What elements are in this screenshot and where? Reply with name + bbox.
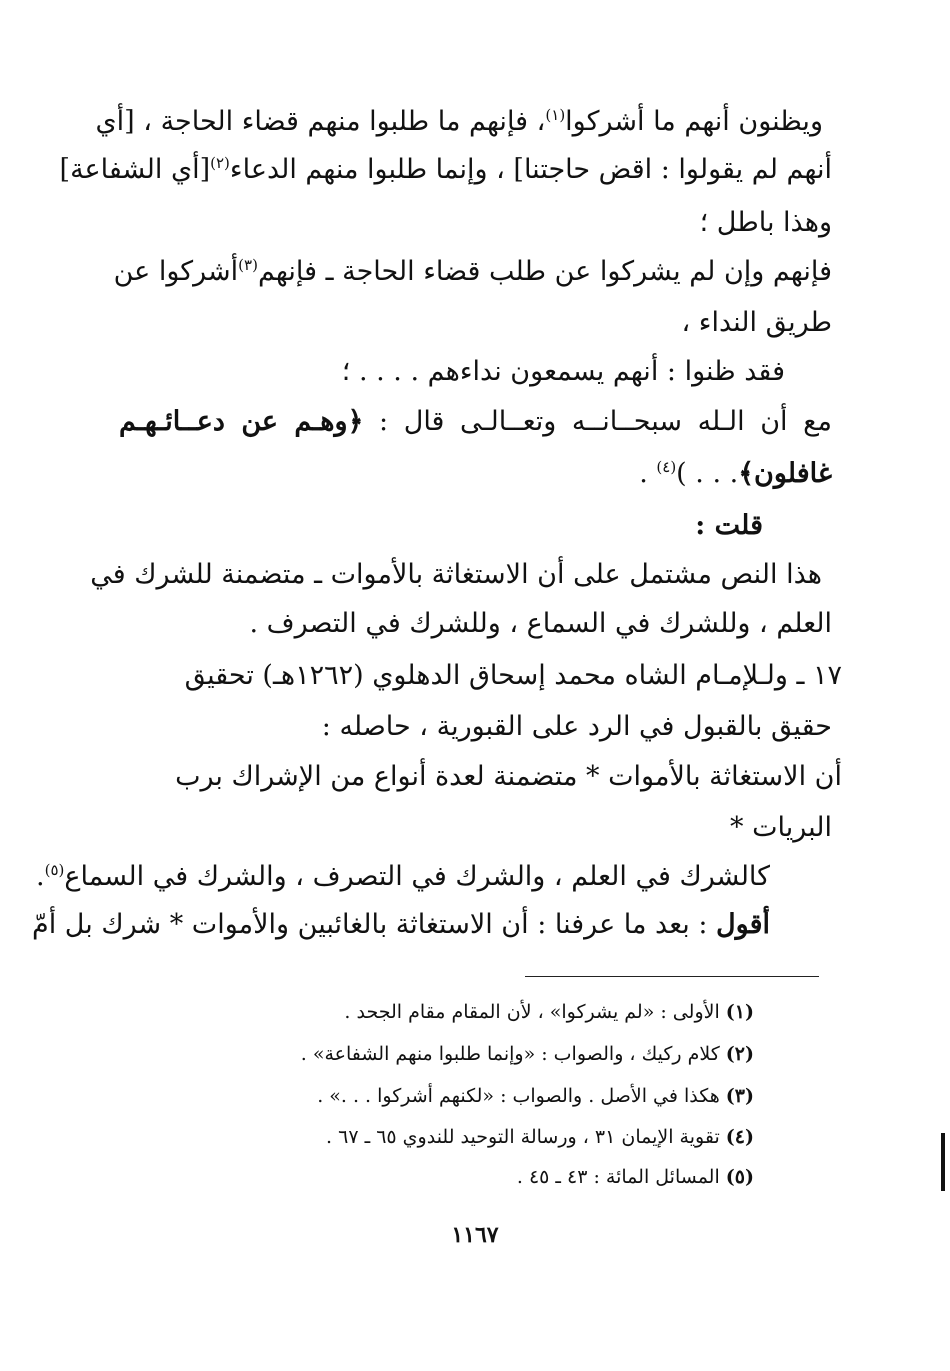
text-line-17-part-b: : بعد ما عرفنا : أن الاستغاثة بالغائبين والأموات * شرك بل أمّ — [32, 909, 717, 940]
section-heading-qultu: قلت : — [695, 510, 763, 541]
text-line-8-part-b: . . . ) — [676, 458, 739, 489]
footnote-1 — [154, 998, 754, 1026]
footnote-1-number: (١) — [725, 1001, 754, 1023]
text-line-13: حقيق بالقبول في الرد على القبورية ، حاصله : — [321, 711, 832, 742]
text-line-12: ١٧ ـ ولـلإمـام الشاه محمد إسحاق الدهلوي (١٢٦٢هـ) تحقيق — [184, 660, 842, 691]
footnote-4-text: تقوية الإيمان ٣١ ، ورسالة التوحيد للندوي ٦٥ ـ ٦٧ . — [326, 1126, 726, 1148]
footnote-2-text: كلام ركيك ، والصواب : «وإنما طلبوا منهم الشفاعة» . — [300, 1043, 726, 1065]
text-line-16-part-b: . — [35, 861, 45, 892]
footnote-3-number: (٣) — [725, 1085, 754, 1107]
text-line-17 — [32, 907, 770, 943]
text-line-1 — [95, 104, 823, 140]
text-line-4-part-a: فإنهم وإن لم يشركوا عن طلب قضاء الحاجة ـ فإنهم — [257, 256, 832, 287]
text-line-2 — [59, 152, 832, 188]
text-line-16 — [35, 859, 770, 895]
footnote-2-number: (٢) — [725, 1043, 754, 1065]
text-line-11: العلم ، وللشرك في السماع ، وللشرك في التصرف . — [249, 608, 832, 639]
text-line-8-part-c: . — [639, 458, 657, 489]
quran-verse-end: غافلون﴾ — [738, 458, 832, 489]
text-line-10: هذا النص مشتمل على أن الاستغاثة بالأموات ـ متضمنة للشرك في — [90, 559, 822, 590]
text-line-7 — [119, 404, 832, 440]
quran-verse: ﴿وهـم عن دعــائـهـم — [119, 406, 364, 437]
footnote-mark-3: (٣) — [238, 256, 258, 274]
footnote-4-number: (٤) — [725, 1126, 754, 1148]
text-line-2-part-a: أنهم لم يقولوا : اقض حاجتنا] ، وإنما طلبوا منهم الدعاء — [229, 154, 832, 185]
text-line-16-part-a: كالشرك في العلم ، والشرك في التصرف ، والشرك في السماع — [64, 861, 770, 892]
footnote-mark-1: (١) — [545, 106, 566, 124]
footnote-mark-5: (٥) — [44, 861, 65, 879]
footnote-5 — [154, 1163, 754, 1191]
footnote-3-text: هكذا في الأصل . والصواب : «لكنهم أشركوا . . .» . — [317, 1085, 726, 1107]
footnote-4 — [154, 1123, 754, 1151]
footnote-5-number: (٥) — [725, 1166, 754, 1188]
text-line-8 — [119, 456, 832, 492]
text-line-6: فقد ظنوا : أنهم يسمعون نداءهم . . . . ؛ — [341, 356, 785, 387]
text-line-7-part-a: مع أن الـله سبحــانــه وتعــالـى قال : — [363, 406, 832, 437]
text-line-15: البريات * — [729, 812, 832, 843]
margin-bar — [941, 1133, 945, 1191]
footnote-2 — [154, 1040, 754, 1068]
text-line-4 — [113, 254, 832, 290]
text-line-1-part-a: ويظنون أنهم ما أشركوا — [565, 106, 823, 137]
text-line-14: أن الاستغاثة بالأموات * متضمنة لعدة أنواع من الإشراك برب — [175, 761, 842, 792]
footnote-mark-4: (٤) — [656, 458, 677, 476]
footnote-5-text: المسائل المائة : ٤٣ ـ ٤٥ . — [516, 1166, 726, 1188]
text-line-3: وهذا باطل ؛ — [699, 207, 832, 238]
footnote-3 — [154, 1082, 754, 1110]
text-line-2-part-b: [أي الشفاعة] — [59, 154, 211, 185]
footnote-separator — [525, 976, 819, 977]
aqulu-label: أقول — [716, 909, 770, 940]
text-line-1-part-b: ، فإنهم ما طلبوا منهم قضاء الحاجة ، [أي — [95, 106, 546, 137]
text-line-5: طريق النداء ، — [681, 307, 832, 338]
footnote-1-text: الأولى : «لم يشركوا» ، لأن المقام مقام الجحد . — [344, 1001, 726, 1023]
page-number: ١١٦٧ — [451, 1222, 499, 1248]
text-line-4-part-b: أشركوا عن — [113, 256, 239, 287]
footnote-mark-2: (٢) — [210, 154, 230, 172]
